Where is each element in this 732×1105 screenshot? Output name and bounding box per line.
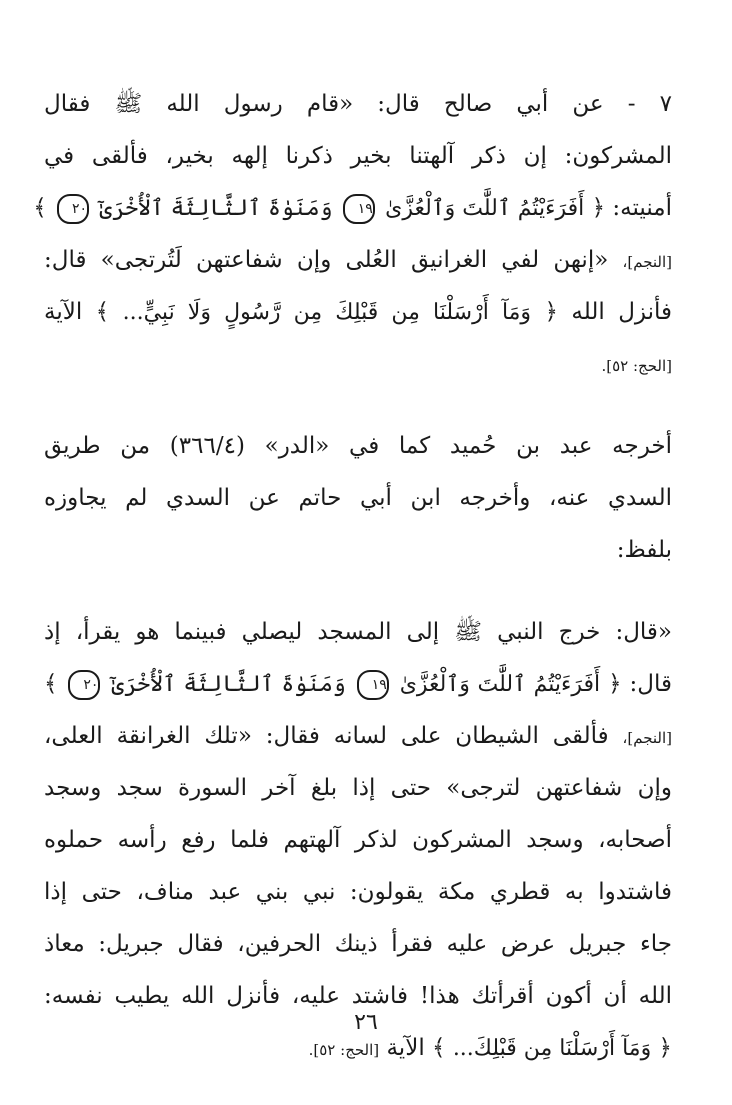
- text-line: السدي عنه، وأخرجه ابن أبي حاتم عن السدي لم يجاوزه: [44, 485, 672, 511]
- text-line: فاشتدوا به قطري مكة يقولون: نبي بني عبد مناف، حتى إذا: [44, 879, 672, 905]
- page-number: ٢٦: [354, 1010, 378, 1035]
- text-line: بلفظ:: [616, 537, 672, 563]
- text-line: وإن شفاعتهن لترجى» حتى إذا بلغ آخر السورة سجد وسجد: [44, 775, 672, 801]
- text-segment: ﴾ الآية: [386, 1035, 446, 1061]
- text-segment: ﴿: [658, 1035, 672, 1061]
- verse-number-marker: ١٩: [343, 194, 375, 224]
- surah-reference: [الحج: ٥٢].: [308, 1041, 380, 1059]
- text-segment: ﴾: [44, 671, 58, 697]
- text-line: أصحابه، وسجد المشركون لذكر آلهتهم فلما رفع رأسه حملوه: [44, 827, 672, 853]
- text-line: [44, 658, 672, 710]
- quran-verse: أَفَرَءَيْتُمُ ٱللَّٰتَ وَٱلْعُزَّىٰ: [399, 672, 601, 697]
- quran-verse: وَمَآ أَرْسَلْنَا مِن قَبْلِكَ مِن رَّسُولٍ وَلَا نَبِيٍّ...: [122, 300, 532, 325]
- text-line: [44, 338, 672, 390]
- quran-verse: وَمَآ أَرْسَلْنَا مِن قَبْلِكَ...: [452, 1036, 652, 1061]
- surah-reference: [النجم]،: [622, 253, 672, 271]
- page-body: [33, 78, 673, 1074]
- verse-number-marker: ٢٠: [57, 194, 89, 224]
- text-line: «قال: خرج النبي ﷺ إلى المسجد ليصلي فبينما هو يقرأ، إذ: [44, 619, 672, 645]
- surah-reference: [الحج: ٥٢].: [601, 357, 672, 375]
- surah-reference: [النجم]،: [622, 729, 672, 747]
- text-segment: ﴾ الآية: [44, 299, 110, 325]
- text-segment: ﴾: [33, 195, 47, 221]
- quran-verse: أَفَرَءَيْتُمُ ٱللَّٰتَ وَٱلْعُزَّىٰ: [385, 196, 585, 221]
- quran-verse: وَمَنَوٰةَ ٱلثَّالِثَةَ ٱلْأُخْرَىٰٓ: [99, 196, 333, 221]
- text-line: [44, 710, 672, 762]
- quran-verse: وَمَنَوٰةَ ٱلثَّالِثَةَ ٱلْأُخْرَىٰٓ: [111, 672, 346, 697]
- paragraph-hadith-7: [33, 78, 673, 390]
- text-segment: أمنيته: ﴿: [591, 195, 672, 221]
- text-line: ٧ - عن أبي صالح قال: «قام رسول الله ﷺ فقال: [44, 91, 672, 117]
- text-line: [44, 234, 672, 286]
- text-line: جاء جبريل عرض عليه فقرأ ذينك الحرفين، فقال جبريل: معاذ: [44, 931, 672, 957]
- paragraph-sadi-narration: [44, 606, 672, 1074]
- text-line: [44, 286, 672, 338]
- text-segment: «إنهن لفي الغرانيق العُلى وإن شفاعتهن لَتُرتجى» قال:: [44, 247, 609, 273]
- text-line: المشركون: إن ذكر آلهتنا بخير ذكرنا إلهه بخير، فألقى في: [44, 143, 672, 169]
- paragraph-takhrij: [44, 420, 672, 576]
- text-segment: فأنزل الله ﴿: [544, 299, 673, 325]
- text-segment: فألقى الشيطان على لسانه فقال: «تلك الغرانقة العلى،: [44, 723, 609, 749]
- text-line: الله أن أكون أقرأتك هذا! فاشتد عليه، فأنزل الله يطيب نفسه:: [44, 983, 672, 1009]
- text-line: [33, 182, 672, 234]
- text-line: أخرجه عبد بن حُميد كما في «الدر» (٣٦٦/٤) من طريق: [44, 433, 672, 459]
- text-segment: قال: ﴿: [608, 671, 672, 697]
- verse-number-marker: ١٩: [357, 670, 389, 700]
- verse-number-marker: ٢٠: [68, 670, 100, 700]
